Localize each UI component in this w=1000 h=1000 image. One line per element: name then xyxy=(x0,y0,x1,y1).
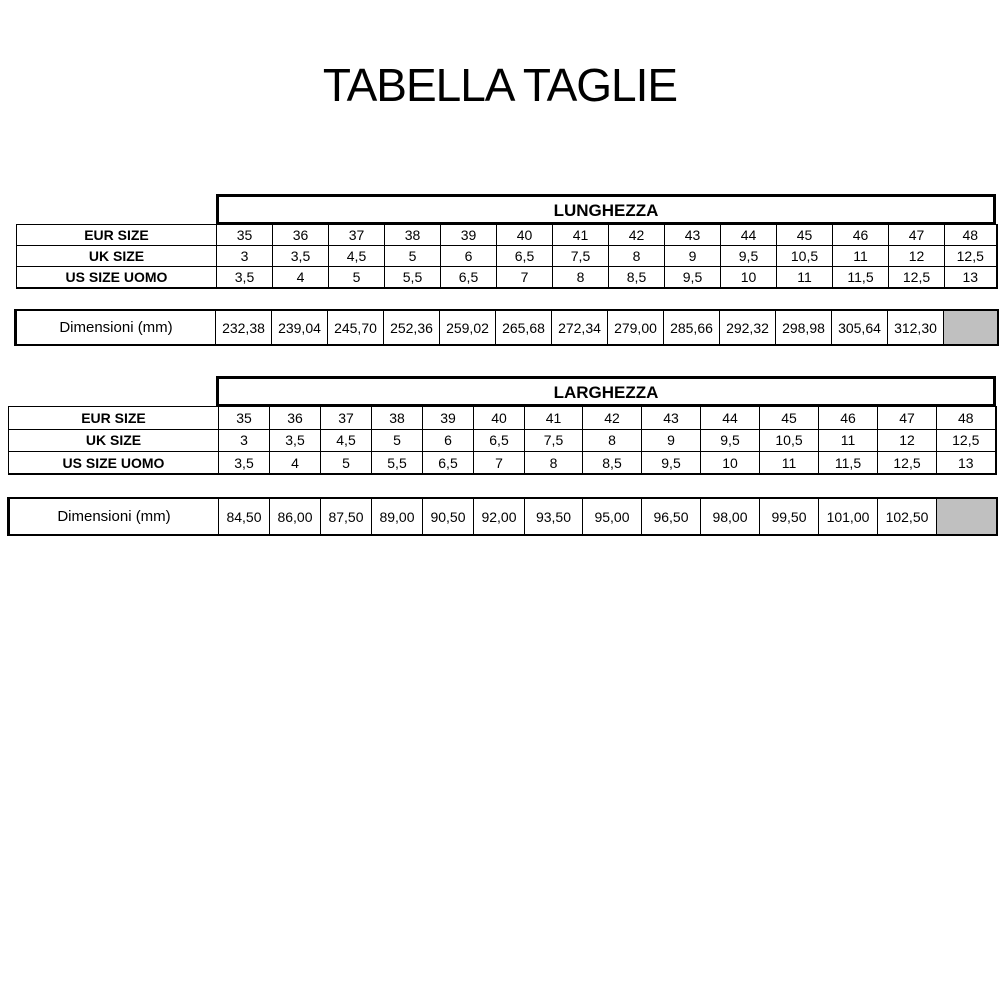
size-cell: 41 xyxy=(553,225,609,246)
larghezza-size-table xyxy=(8,406,997,475)
dimensions-cell: 102,50 xyxy=(878,498,937,535)
size-cell: 35 xyxy=(219,407,270,430)
dimensions-cell: 252,36 xyxy=(384,310,440,345)
size-row xyxy=(17,267,997,288)
size-row xyxy=(9,407,996,430)
dimensions-cell: 90,50 xyxy=(423,498,474,535)
size-cell: 46 xyxy=(833,225,889,246)
dimensions-cell: 292,32 xyxy=(720,310,776,345)
size-cell: 40 xyxy=(474,407,525,430)
dimensions-cell: 98,00 xyxy=(701,498,760,535)
size-row-label: US SIZE UOMO xyxy=(17,267,217,288)
size-cell: 12,5 xyxy=(937,429,996,452)
dimensions-cell: 99,50 xyxy=(760,498,819,535)
dimensions-cell: 245,70 xyxy=(328,310,384,345)
dimensions-cell: 96,50 xyxy=(642,498,701,535)
size-cell: 47 xyxy=(889,225,945,246)
size-cell: 10,5 xyxy=(777,246,833,267)
size-cell: 5 xyxy=(321,452,372,475)
size-cell: 42 xyxy=(583,407,642,430)
size-row xyxy=(17,225,997,246)
size-cell: 9 xyxy=(642,429,701,452)
size-cell: 48 xyxy=(945,225,997,246)
size-cell: 4 xyxy=(270,452,321,475)
size-cell: 6,5 xyxy=(441,267,497,288)
page-title: TABELLA TAGLIE xyxy=(322,59,678,111)
size-cell: 4 xyxy=(273,267,329,288)
size-cell: 36 xyxy=(273,225,329,246)
size-cell: 11 xyxy=(777,267,833,288)
lunghezza-size-table xyxy=(16,224,998,289)
size-row xyxy=(17,246,997,267)
size-cell: 12 xyxy=(878,429,937,452)
size-cell: 44 xyxy=(721,225,777,246)
size-cell: 38 xyxy=(372,407,423,430)
size-cell: 4,5 xyxy=(329,246,385,267)
size-cell: 11,5 xyxy=(833,267,889,288)
size-cell: 5 xyxy=(329,267,385,288)
size-cell: 6,5 xyxy=(497,246,553,267)
size-row-label: EUR SIZE xyxy=(9,407,219,430)
dimensions-cell: 89,00 xyxy=(372,498,423,535)
size-cell: 48 xyxy=(937,407,996,430)
size-cell: 47 xyxy=(878,407,937,430)
dimensions-cell: 265,68 xyxy=(496,310,552,345)
size-cell: 12,5 xyxy=(889,267,945,288)
dimensions-label: Dimensioni (mm) xyxy=(9,498,219,535)
size-cell: 9,5 xyxy=(665,267,721,288)
size-cell: 3,5 xyxy=(270,429,321,452)
size-cell: 7 xyxy=(474,452,525,475)
dimensions-cell: 93,50 xyxy=(525,498,583,535)
size-cell: 8,5 xyxy=(583,452,642,475)
dimensions-cell: 279,00 xyxy=(608,310,664,345)
size-cell: 6,5 xyxy=(474,429,525,452)
size-cell: 9,5 xyxy=(642,452,701,475)
size-cell: 5,5 xyxy=(385,267,441,288)
size-cell: 11 xyxy=(760,452,819,475)
size-cell: 3,5 xyxy=(219,452,270,475)
size-cell: 10,5 xyxy=(760,429,819,452)
dimensions-cell: 305,64 xyxy=(832,310,888,345)
size-cell: 46 xyxy=(819,407,878,430)
size-cell: 8 xyxy=(583,429,642,452)
dimensions-empty-cell xyxy=(937,498,997,535)
size-cell: 8 xyxy=(525,452,583,475)
size-cell: 8 xyxy=(609,246,665,267)
size-cell: 11 xyxy=(833,246,889,267)
size-cell: 36 xyxy=(270,407,321,430)
size-cell: 40 xyxy=(497,225,553,246)
dimensions-cell: 101,00 xyxy=(819,498,878,535)
dimensions-label: Dimensioni (mm) xyxy=(16,310,216,345)
size-cell: 39 xyxy=(441,225,497,246)
size-cell: 35 xyxy=(217,225,273,246)
size-cell: 42 xyxy=(609,225,665,246)
size-cell: 5 xyxy=(372,429,423,452)
lunghezza-dimensions-row xyxy=(16,310,998,345)
dimensions-cell: 86,00 xyxy=(270,498,321,535)
dimensions-cell: 84,50 xyxy=(219,498,270,535)
dimensions-cell: 298,98 xyxy=(776,310,832,345)
lunghezza-heading-text: LUNGHEZZA xyxy=(553,201,659,220)
size-row-label: US SIZE UOMO xyxy=(9,452,219,475)
larghezza-heading xyxy=(216,376,996,407)
size-cell: 10 xyxy=(701,452,760,475)
size-cell: 4,5 xyxy=(321,429,372,452)
larghezza-dimensions-row xyxy=(9,498,997,535)
lunghezza-heading xyxy=(216,194,996,225)
dimensions-empty-cell xyxy=(944,310,998,345)
dimensions-cell: 87,50 xyxy=(321,498,372,535)
dimensions-cell: 95,00 xyxy=(583,498,642,535)
size-cell: 12,5 xyxy=(945,246,997,267)
size-cell: 11 xyxy=(819,429,878,452)
size-cell: 3 xyxy=(217,246,273,267)
dimensions-cell: 312,30 xyxy=(888,310,944,345)
size-cell: 43 xyxy=(642,407,701,430)
size-row xyxy=(9,452,996,475)
larghezza-heading-text: LARGHEZZA xyxy=(553,383,659,402)
dimensions-cell: 92,00 xyxy=(474,498,525,535)
size-cell: 7,5 xyxy=(553,246,609,267)
size-cell: 11,5 xyxy=(819,452,878,475)
lunghezza-dimensions-table xyxy=(14,309,999,346)
dimensions-cell: 272,34 xyxy=(552,310,608,345)
size-cell: 9 xyxy=(665,246,721,267)
size-cell: 3,5 xyxy=(217,267,273,288)
size-cell: 10 xyxy=(721,267,777,288)
size-row xyxy=(9,429,996,452)
size-cell: 38 xyxy=(385,225,441,246)
dimensions-cell: 232,38 xyxy=(216,310,272,345)
size-cell: 9,5 xyxy=(701,429,760,452)
size-cell: 44 xyxy=(701,407,760,430)
size-cell: 12,5 xyxy=(878,452,937,475)
size-row-label: UK SIZE xyxy=(17,246,217,267)
size-row-label: EUR SIZE xyxy=(17,225,217,246)
dimensions-cell: 285,66 xyxy=(664,310,720,345)
size-cell: 8,5 xyxy=(609,267,665,288)
larghezza-dimensions-table xyxy=(7,497,998,536)
size-cell: 37 xyxy=(329,225,385,246)
size-cell: 7 xyxy=(497,267,553,288)
size-cell: 39 xyxy=(423,407,474,430)
size-cell: 13 xyxy=(945,267,997,288)
dimensions-cell: 259,02 xyxy=(440,310,496,345)
size-cell: 9,5 xyxy=(721,246,777,267)
size-cell: 5 xyxy=(385,246,441,267)
size-cell: 12 xyxy=(889,246,945,267)
size-cell: 6,5 xyxy=(423,452,474,475)
size-cell: 37 xyxy=(321,407,372,430)
size-cell: 45 xyxy=(777,225,833,246)
size-row-label: UK SIZE xyxy=(9,429,219,452)
dimensions-cell: 239,04 xyxy=(272,310,328,345)
size-cell: 45 xyxy=(760,407,819,430)
size-cell: 8 xyxy=(553,267,609,288)
size-cell: 5,5 xyxy=(372,452,423,475)
size-cell: 6 xyxy=(423,429,474,452)
size-cell: 7,5 xyxy=(525,429,583,452)
size-cell: 41 xyxy=(525,407,583,430)
size-cell: 13 xyxy=(937,452,996,475)
size-cell: 3,5 xyxy=(273,246,329,267)
size-cell: 6 xyxy=(441,246,497,267)
size-cell: 3 xyxy=(219,429,270,452)
size-cell: 43 xyxy=(665,225,721,246)
